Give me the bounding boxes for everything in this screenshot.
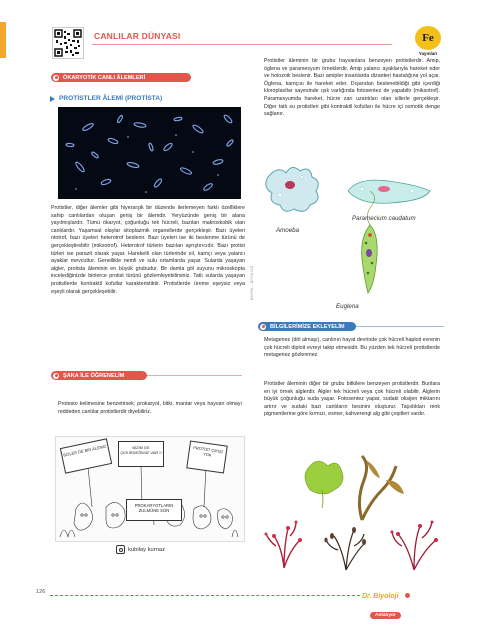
paramecium-shape — [348, 180, 430, 203]
fun-rule — [147, 375, 242, 376]
amoeba-shape — [266, 167, 319, 211]
fun-title: ŞAKA İLE ÖĞRENELİM — [63, 372, 125, 379]
algae-svg — [262, 450, 446, 572]
organism-illustrations — [262, 155, 444, 315]
fun-title-tag — [51, 371, 147, 380]
footer-rule — [50, 595, 360, 596]
cartoon-sign-3-text: PROTİST ÇIKIŞI YOK — [192, 445, 224, 458]
footer-brand-title: Dr. Biyoloji — [362, 593, 399, 600]
brand-logo — [408, 26, 448, 62]
footer-brand-icon — [405, 593, 410, 598]
vertical-credit: BAYRA... BİYOLOJİ — [250, 266, 254, 300]
info-rule — [356, 326, 444, 327]
protest-cartoon — [55, 436, 245, 542]
red-alga-left — [266, 522, 300, 568]
instagram-icon — [116, 545, 125, 554]
cartoon-sign-3 — [186, 440, 228, 473]
protist-microscope-photo — [58, 107, 241, 199]
header-rule — [92, 44, 392, 45]
cartoon-sign-1-text: BİZLER DE BİR ÂLEMİZ — [62, 443, 107, 458]
info-title-tag — [258, 322, 356, 331]
algae-illustrations — [262, 450, 446, 572]
brand-name: Yayınları — [418, 51, 438, 56]
footer-brand-subtitle: Anlatıyor — [370, 612, 401, 619]
section-title-tag — [51, 73, 191, 82]
subsection-title-row — [50, 95, 162, 102]
euglena-label: Euglena — [336, 303, 359, 310]
qr-code-icon — [53, 28, 83, 58]
paramecium-label: Paramecium caudatum — [352, 215, 416, 222]
cartoon-sign-4-text: PROKARYOTLARIN ZULMÜNE SON — [134, 503, 174, 513]
red-alga-right — [392, 522, 436, 570]
brand-logo-mark: Fe — [415, 26, 441, 50]
play-icon — [50, 96, 55, 102]
green-alga — [305, 461, 343, 494]
left-body-text: Protistler, diğer âlemler gibi hiyerarşik bir düzende ilerlemeyen farklı özelliklere sahip canlılardan oluşan geniş bir âlemdir. Yeryüzünde geniş bir alana yayılmışlardır. Tümü ökaryot, çoğunluğu tek hücreli, bazıları makroskobik olan canlılardır. Yaşamsal olaylar sitoplazmik organellerde gerçekleşir. Bazı üyeleri ototrof, bazı üyeleri heterotrof beslenir. Bazı üyeleri ise iki beslenme türünü de gerçekleştirebilir (miksotrof). Heterotrof türlerin bazıları ayrıştırıcıdır. Bazı protist türleri ise parazit olarak yaşar. Hareketli olan türlerinde sil, kamçı veya yalancı ayaklar mevcuttur. Genellikle nemli ve sulu ortamlarda yaşar. Sularda yaşayan algler, protista âleminin en büyük grubudur. Bir damla göl suyunu mikroskopta incelediğinizde binlerce protist türünü gözlemleyebilirsiniz. Tatlı sularda yaşayan protistlerde kontraktil kofullar karakteristiktir. Protistlerde üreme eşeysiz veya eşeyli olarak gerçekleşebilir. — [51, 205, 245, 295]
qr-code[interactable] — [52, 27, 84, 59]
cartoon-sign-2-text: BİZİM DE ÇEKİRDEĞİMİZ VAR !! — [120, 445, 162, 455]
section-title: ÖKARYOTİK CANLI ÂLEMLERİ — [63, 74, 146, 81]
subsection-title: PROTİSTLER ÂLEMİ (PROTİSTA) — [59, 95, 163, 102]
info-title: BİLGİLERİMİZE EKLEYELİM — [270, 323, 345, 330]
footer-brand — [362, 585, 432, 621]
page-number: 126 — [36, 589, 46, 595]
algae-text: Protistler âleminin diğer bir grubu bitkilere benzeyen protistlerdir. Bunlara en iyi örnek alglerdir. Algler tek hücreli veya çok hücreli olabilir. Alglerin büyük çoğunluğu suda yaşar. Fotosentez yapar, sudaki oksijen miktarını artırır ve sudaki bazı canlıların besinini oluşturur. Taşıdıkları renk pigmentlerine göre kırmızı, esmer, kahverengi alg gibi çeşitleri vardır. — [264, 381, 440, 418]
info-text: Metagenez (döl almaşı), canlının hayat devrinde çok hücreli haploit evrenin çok hücreli diploit evreyi takip etmesidir. Bu yüzden tek hücreli protistlerde metagenez gözlenmez. — [264, 337, 440, 359]
instagram-credit[interactable] — [116, 545, 165, 554]
instagram-handle: kubilay kurnaz — [128, 546, 166, 553]
unit-title: CANLILAR DÜNYASI — [94, 31, 181, 41]
brown-alga — [359, 456, 396, 520]
amoeba-label: Amoeba — [276, 227, 300, 234]
page-header — [84, 28, 394, 44]
right-intro-text: Protistler âleminin bir grubu hayvanlara benzeyen protistlerdir. Amip, öglena ve paramesyum örneklerdir. Amip yalancı ayaklarıyla hareket eder ve holozoik beslenir. Bazı amipler insanlarda dizanteri hastalığına yol açar. Öglena, kamçısı ile hareket eder. Dışarıdan beslenebildiği gibi içerdiği kloroplastlar sayesinde ışık varlığında fotosentez de yapabilir (miksotrof). Paramesyumda hareket, hücre zarı uzantıları olan sillerle gerçekleşir. Diğer tatlı su protistleri gibi kontraktil kofulları ile hücre içi osmotik denge sağlanır. — [264, 58, 440, 118]
left-edge-strip — [0, 22, 6, 58]
organisms-svg — [262, 155, 444, 315]
microscope-image — [58, 107, 241, 199]
cartoon-sign-4 — [126, 499, 182, 521]
fun-text: Protesto kelimesine benzetirsek; prokaryot, bitki, mantar veya hayvan olmayı reddeden canlılar protistlerdir diyebiliriz. — [58, 401, 242, 415]
cartoon-sign-2 — [118, 441, 164, 467]
